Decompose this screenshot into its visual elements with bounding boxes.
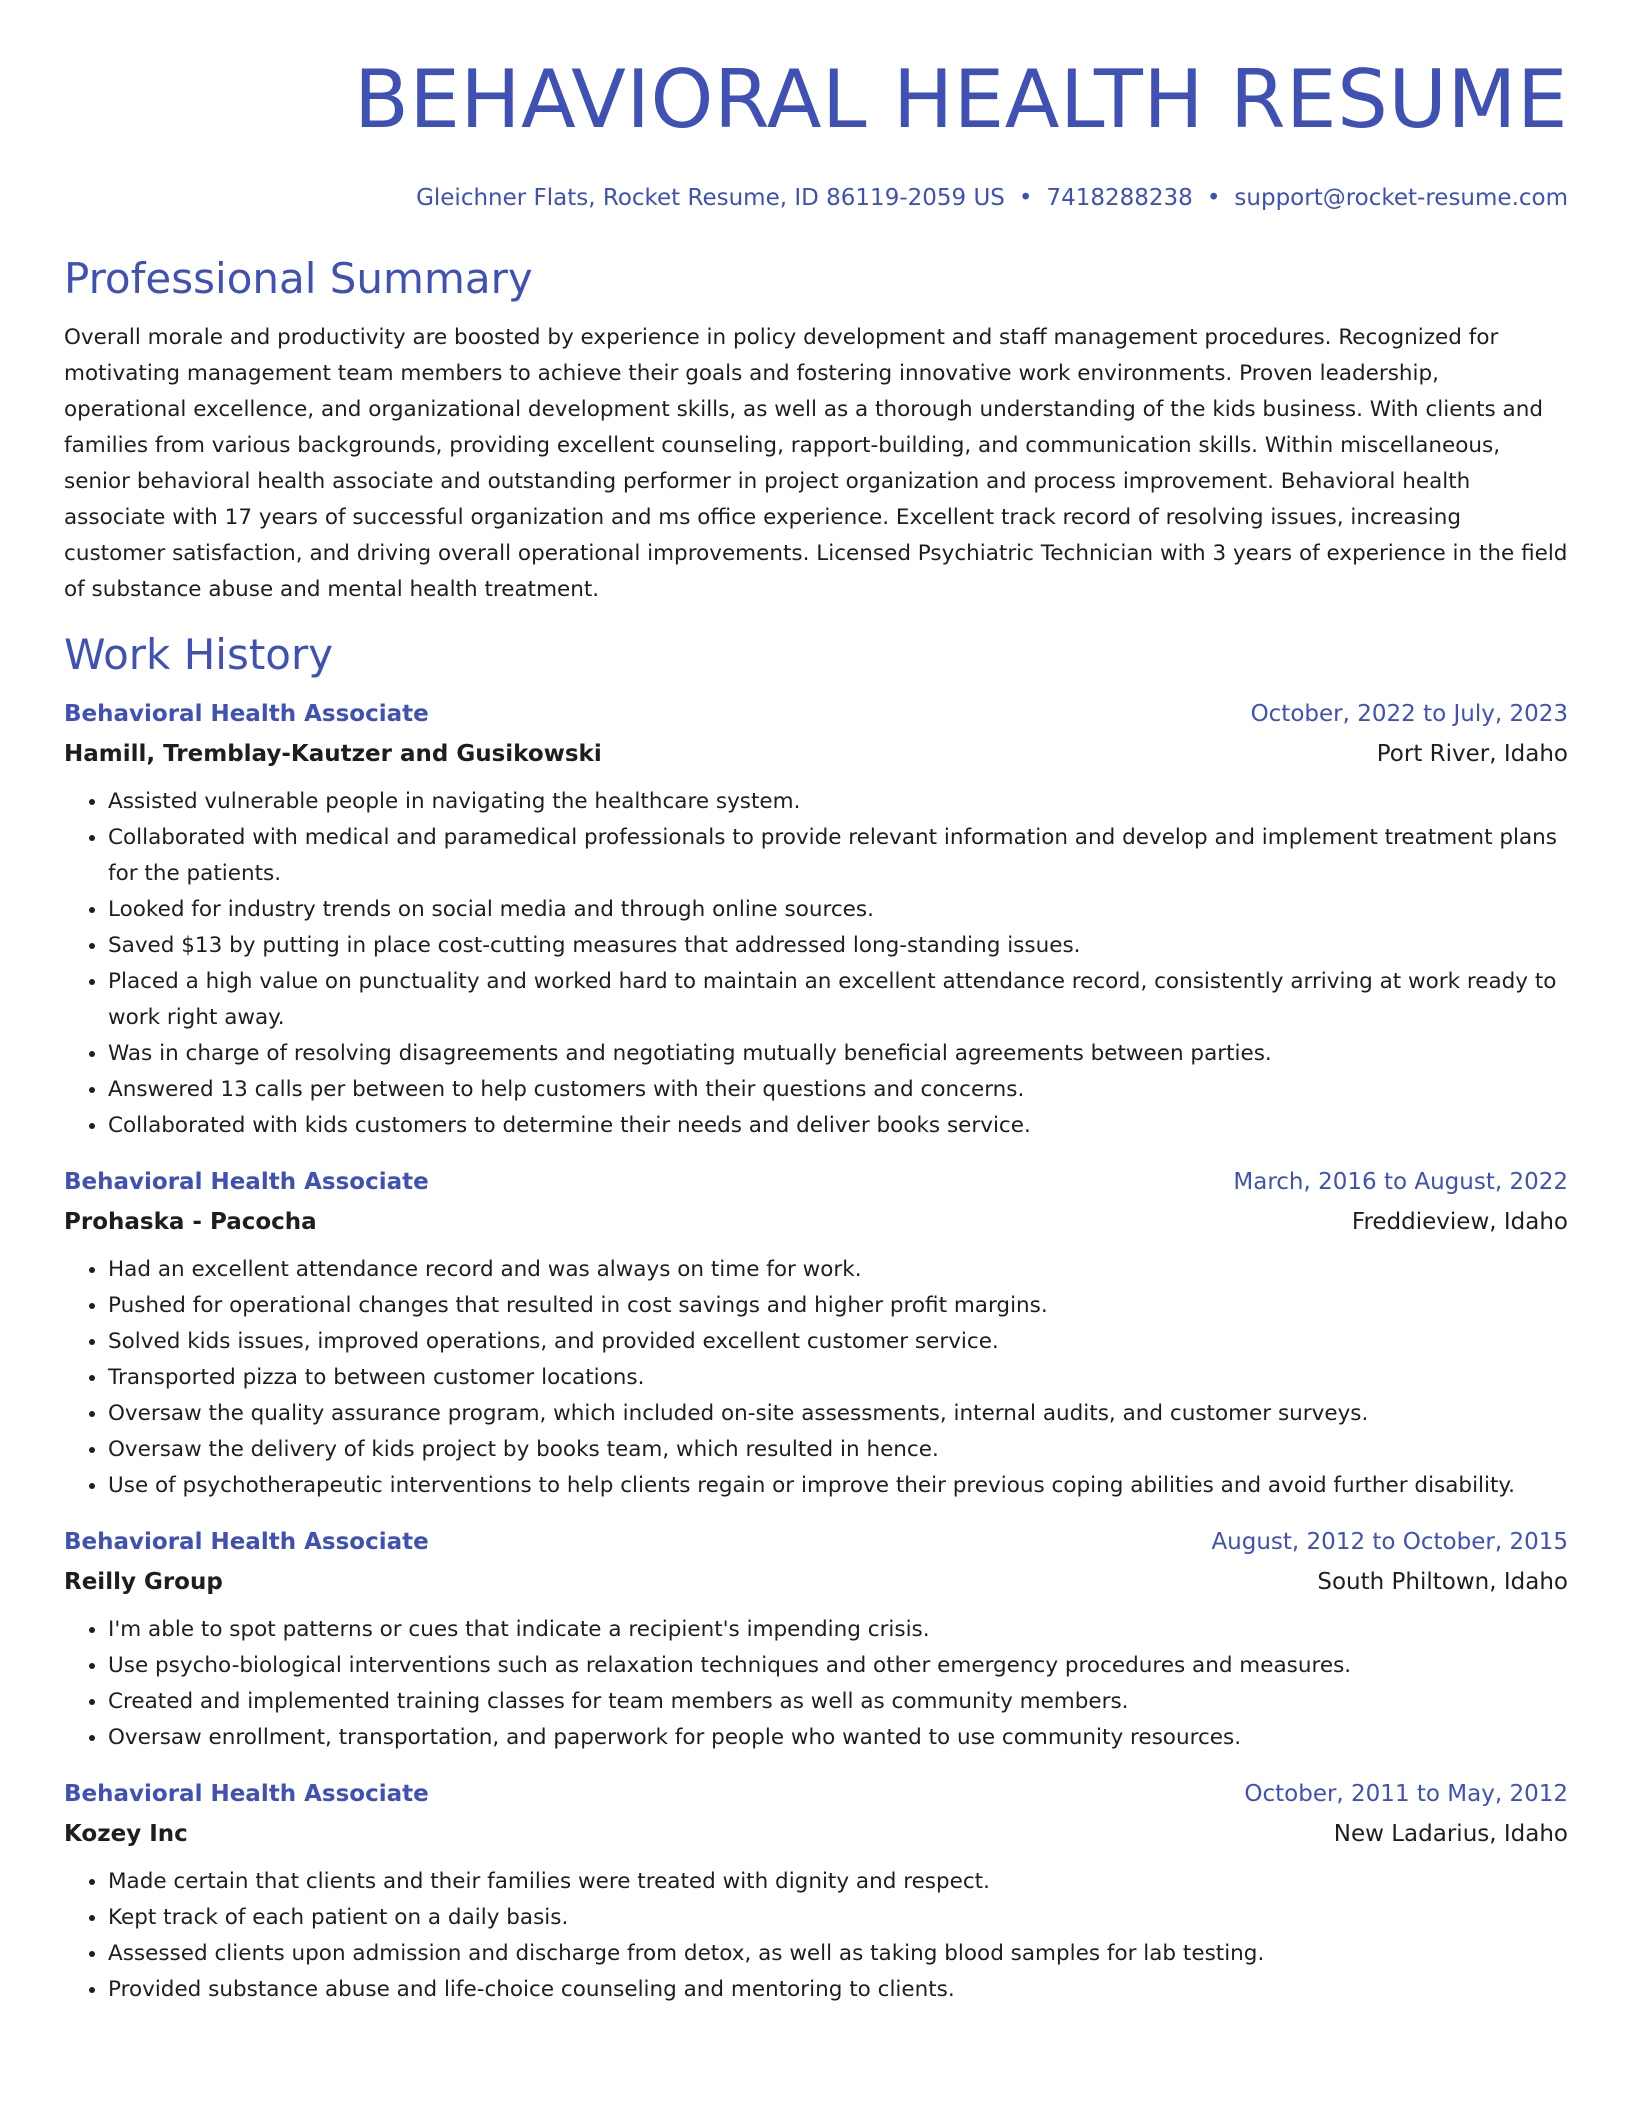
job-title: Behavioral Health Associate bbox=[64, 701, 429, 727]
job-company-row bbox=[64, 1814, 1568, 1854]
job-bullet: • Oversaw the delivery of kids project by books team, which resulted in hence. bbox=[108, 1432, 1568, 1468]
job-bullet: • Transported pizza to between customer locations. bbox=[108, 1360, 1568, 1396]
job-entry bbox=[64, 1162, 1568, 1504]
contact-email: support@rocket-resume.com bbox=[1234, 185, 1568, 211]
job-dates: October, 2022 to July, 2023 bbox=[1250, 701, 1568, 727]
job-company: Reilly Group bbox=[64, 1569, 223, 1595]
job-bullet: • Collaborated with kids customers to determine their needs and deliver books service. bbox=[108, 1108, 1568, 1144]
job-title-row bbox=[64, 694, 1568, 734]
job-title-row bbox=[64, 1774, 1568, 1814]
job-bullets bbox=[64, 784, 1568, 1144]
work-history-list bbox=[64, 694, 1568, 2008]
job-title-row bbox=[64, 1162, 1568, 1202]
contact-phone: 7418288238 bbox=[1046, 185, 1193, 211]
job-bullet: • Kept track of each patient on a daily basis. bbox=[108, 1900, 1568, 1936]
job-bullet: • Oversaw the quality assurance program, which included on-site assessments, internal audits, and customer surveys. bbox=[108, 1396, 1568, 1432]
job-bullet: • Had an excellent attendance record and was always on time for work. bbox=[108, 1252, 1568, 1288]
resume-name: BEHAVIORAL HEALTH RESUME bbox=[353, 53, 1568, 146]
contact-separator: • bbox=[1018, 185, 1033, 211]
resume-header bbox=[64, 0, 1568, 213]
job-bullet: • Collaborated with medical and paramedical professionals to provide relevant information and develop and implement treatment plans for the patients. bbox=[108, 820, 1568, 892]
job-bullet: • Looked for industry trends on social media and through online sources. bbox=[108, 892, 1568, 928]
resume-page bbox=[64, 0, 1568, 2008]
summary-text: Overall morale and productivity are boosted by experience in policy development and staff management procedures. Recognized for motivating management team members to achieve their goals and fostering innovative work environments. Proven leadership, operational excellence, and organizational development skills, as well as a thorough understanding of the kids business. With clients and families from various backgrounds, providing excellent counseling, rapport-building, and communication skills. Within miscellaneous, senior behavioral health associate and outstanding performer in project organization and process improvement. Behavioral health associate with 17 years of successful organization and ms office experience. Excellent track record of resolving issues, increasing customer satisfaction, and driving overall operational improvements. Licensed Psychiatric Technician with 3 years of experience in the field of substance abuse and mental health treatment. bbox=[64, 325, 1568, 602]
job-bullet: • Answered 13 calls per between to help customers with their questions and concerns. bbox=[108, 1072, 1568, 1108]
job-bullet: • Assisted vulnerable people in navigating the healthcare system. bbox=[108, 784, 1568, 820]
job-bullet: • Saved $13 by putting in place cost-cutting measures that addressed long-standing issues. bbox=[108, 928, 1568, 964]
job-bullet: • Provided substance abuse and life-choice counseling and mentoring to clients. bbox=[108, 1972, 1568, 2008]
job-bullet: • Placed a high value on punctuality and worked hard to maintain an excellent attendance record, consistently arriving at work ready to work right away. bbox=[108, 964, 1568, 1036]
job-dates: October, 2011 to May, 2012 bbox=[1244, 1781, 1568, 1807]
contact-address: Gleichner Flats, Rocket Resume, ID 86119-2059 US bbox=[416, 185, 1005, 211]
job-company: Prohaska - Pacocha bbox=[64, 1209, 317, 1235]
job-title: Behavioral Health Associate bbox=[64, 1781, 429, 1807]
job-title: Behavioral Health Associate bbox=[64, 1529, 429, 1555]
job-dates: August, 2012 to October, 2015 bbox=[1211, 1529, 1568, 1555]
job-title-row bbox=[64, 1522, 1568, 1562]
job-entry bbox=[64, 1774, 1568, 2008]
job-location: Port River, Idaho bbox=[1376, 741, 1568, 767]
job-entry bbox=[64, 694, 1568, 1144]
job-bullet: • Created and implemented training classes for team members as well as community members. bbox=[108, 1684, 1568, 1720]
job-bullet: • Was in charge of resolving disagreements and negotiating mutually beneficial agreements between parties. bbox=[108, 1036, 1568, 1072]
job-bullet: • Assessed clients upon admission and discharge from detox, as well as taking blood samples for lab testing. bbox=[108, 1936, 1568, 1972]
contact-separator: • bbox=[1206, 185, 1221, 211]
job-bullets bbox=[64, 1612, 1568, 1756]
job-title: Behavioral Health Associate bbox=[64, 1169, 429, 1195]
job-bullet: • Pushed for operational changes that resulted in cost savings and higher profit margins. bbox=[108, 1288, 1568, 1324]
job-bullet: • I'm able to spot patterns or cues that indicate a recipient's impending crisis. bbox=[108, 1612, 1568, 1648]
job-bullet: • Oversaw enrollment, transportation, and paperwork for people who wanted to use community resources. bbox=[108, 1720, 1568, 1756]
job-company-row bbox=[64, 1202, 1568, 1242]
job-bullet: • Made certain that clients and their families were treated with dignity and respect. bbox=[108, 1864, 1568, 1900]
job-bullets bbox=[64, 1252, 1568, 1504]
job-bullets bbox=[64, 1864, 1568, 2008]
contact-line bbox=[64, 183, 1568, 213]
job-entry bbox=[64, 1522, 1568, 1756]
job-location: New Ladarius, Idaho bbox=[1333, 1821, 1568, 1847]
job-bullet: • Solved kids issues, improved operations, and provided excellent customer service. bbox=[108, 1324, 1568, 1360]
job-bullet: • Use psycho-biological interventions such as relaxation techniques and other emergency procedures and measures. bbox=[108, 1648, 1568, 1684]
job-company-row bbox=[64, 734, 1568, 774]
job-location: South Philtown, Idaho bbox=[1317, 1569, 1568, 1595]
job-company: Kozey Inc bbox=[64, 1821, 188, 1847]
job-company: Hamill, Tremblay-Kautzer and Gusikowski bbox=[64, 741, 602, 767]
job-bullet: • Use of psychotherapeutic interventions to help clients regain or improve their previous coping abilities and avoid further disability. bbox=[108, 1468, 1568, 1504]
job-dates: March, 2016 to August, 2022 bbox=[1233, 1169, 1568, 1195]
summary-heading: Professional Summary bbox=[64, 254, 533, 303]
job-location: Freddieview, Idaho bbox=[1351, 1209, 1568, 1235]
work-history-heading: Work History bbox=[64, 630, 334, 679]
job-company-row bbox=[64, 1562, 1568, 1602]
